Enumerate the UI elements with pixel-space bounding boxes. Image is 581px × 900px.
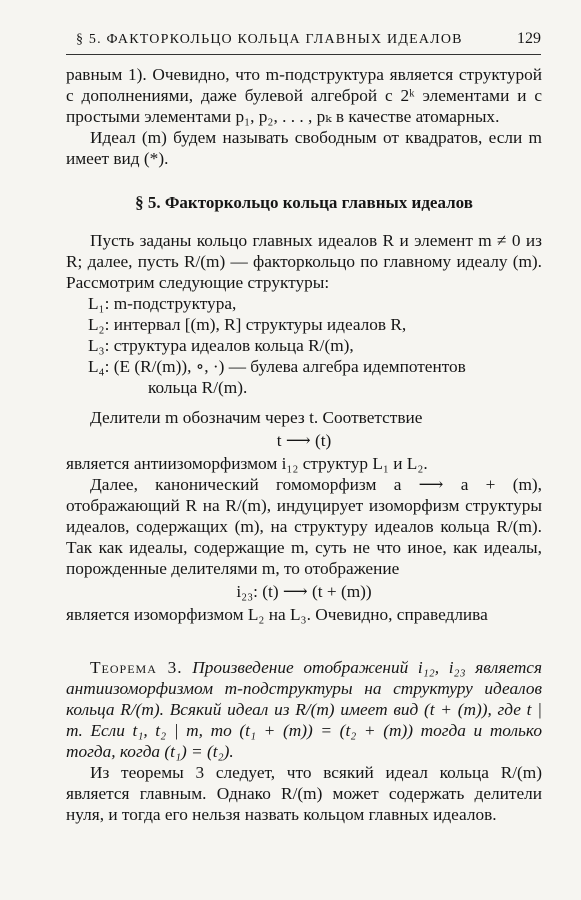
running-header bbox=[66, 28, 541, 55]
display-formula: t ⟶ (t) bbox=[276, 431, 332, 450]
list-item-continuation: кольца R/(m). bbox=[148, 378, 248, 397]
paragraph-square-free-definition: Идеал (m) будем называть свободным от квадратов, если m имеет вид (*). bbox=[66, 128, 542, 168]
theorem-label: Теорема 3. bbox=[90, 658, 183, 677]
paragraph-conclusion: Из теоремы 3 следует, что всякий идеал кольца R/(m) является главным. Однако R/(m) может содержать делители нуля, и тогда его нельзя назвать кольцом главных идеалов. bbox=[66, 763, 542, 824]
paragraph-isomorphism: является изоморфизмом L₂ на L₃. Очевидно, справедлива bbox=[66, 605, 488, 624]
list-item: L₄: (E (R/(m)), ∘, ·) — булева алгебра идемпотентов bbox=[88, 357, 466, 376]
page-body bbox=[66, 64, 542, 825]
list-item: L₁: m-подструктура, bbox=[88, 294, 237, 313]
paragraph-divisors: Делители m обозначим через t. Соответствие bbox=[90, 408, 423, 427]
structures-list bbox=[88, 293, 542, 398]
section-heading: § 5. Факторкольцо кольца главных идеалов bbox=[135, 193, 473, 212]
paragraph-homomorphism: Далее, канонический гомоморфизм a ⟶ a + (m), отображающий R на R/(m), индуцирует изоморфизм структуры идеалов, содержащих (m), на структуру идеалов кольца R/(m). Так как идеалы, содержащие m, суть не что иное, как идеалы, порожденные делителями m, то отображение bbox=[66, 475, 542, 578]
theorem-block bbox=[66, 657, 542, 762]
theorem-text: Произведение отображений i₁₂, i₂₃ является антиизоморфизмом m-подструктуры на структуру идеалов кольца R/(m). Всякий идеал из R/(m) имеет вид (t + (m)), где t | m. Если t₁, t₂ | m, то (t₁ + (m)) = (t₂ + (m)) тогда и только тогда, когда (t₁) = (t₂). bbox=[66, 658, 542, 761]
display-formula: i₂₃: (t) ⟶ (t + (m)) bbox=[236, 582, 372, 601]
list-item: L₂: интервал [(m), R] структуры идеалов R, bbox=[88, 315, 407, 334]
paragraph-setup: Пусть заданы кольцо главных идеалов R и элемент m ≠ 0 из R; далее, пусть R/(m) — факторкольцо по главному идеалу (m). Рассмотрим следующие структуры: bbox=[66, 231, 542, 292]
list-item: L₃: структура идеалов кольца R/(m), bbox=[88, 336, 354, 355]
paragraph-antiisomorphism: является антиизоморфизмом i₁₂ структур L₁ и L₂. bbox=[66, 454, 428, 473]
paragraph-continuation: равным 1). Очевидно, что m-подструктура является структурой с дополнениями, даже булевой алгеброй с 2ᵏ элементами и с простыми элементами p₁, p₂, . . . , pₖ в качестве атомарных. bbox=[66, 65, 542, 126]
page-number: 129 bbox=[517, 30, 541, 47]
running-title: § 5. ФАКТОРКОЛЬЦО КОЛЬЦА ГЛАВНЫХ ИДЕАЛОВ bbox=[76, 32, 463, 47]
